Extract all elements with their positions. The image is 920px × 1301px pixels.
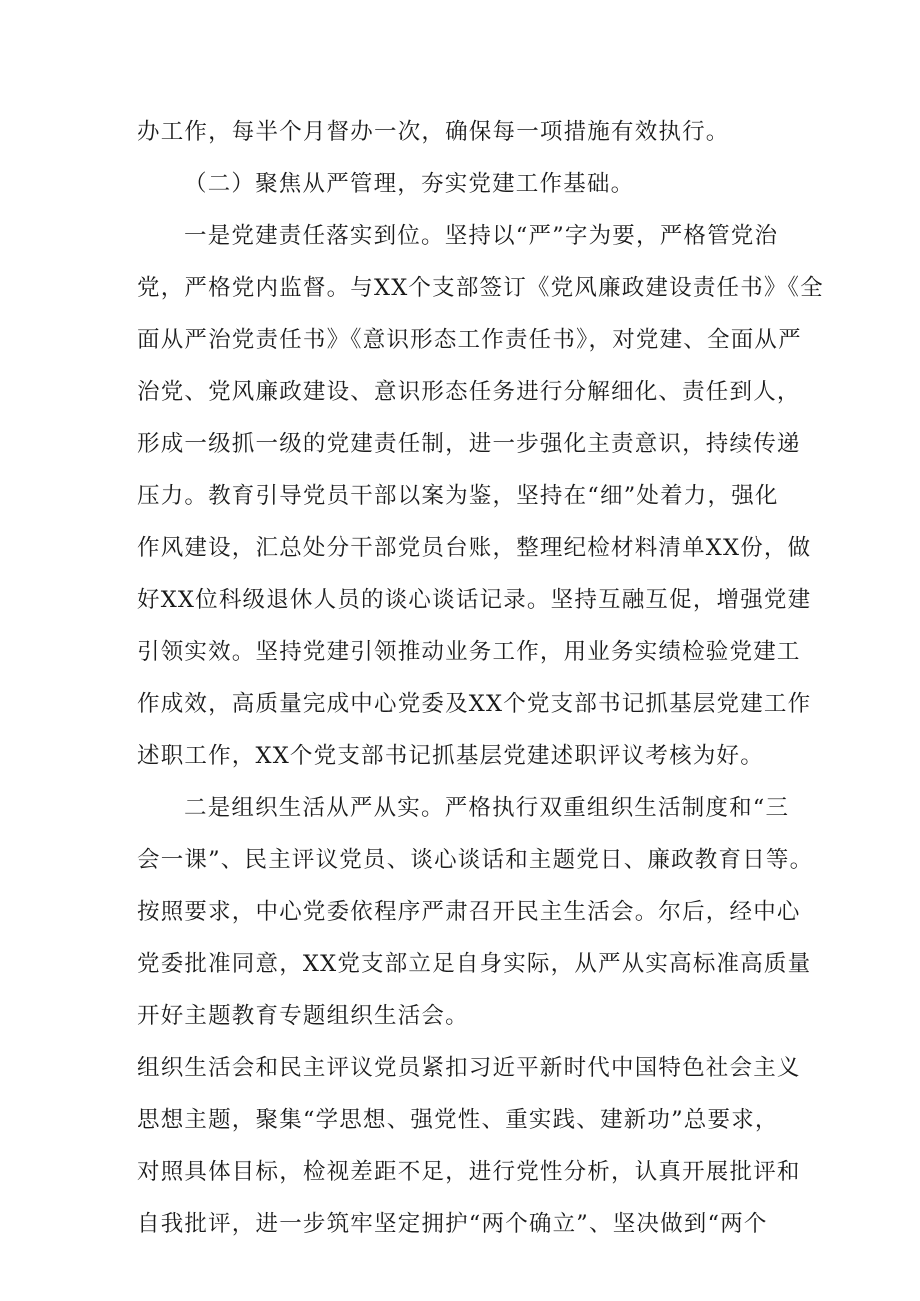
text-line: 治党、党风廉政建设、意识形态任务进行分解细化、责任到人， (137, 379, 801, 405)
text-line: 好XX位科级退休人员的谈心谈话记录。坚持互融互促，增强党建 (137, 587, 812, 613)
text-line: 引领实效。坚持党建引领推动业务工作，用业务实绩检验党建工 (137, 639, 801, 665)
text-line: 述职工作，XX个党支部书记抓基层党建述职评议考核为好。 (137, 743, 764, 769)
text-line: 作成效，高质量完成中心党委及XX个党支部书记抓基层党建工作 (137, 691, 812, 717)
text-line: 组织生活会和民主评议党员紧扣习近平新时代中国特色社会主义 (137, 1055, 801, 1081)
text-line: 会一课”、民主评议党员、谈心谈话和主题党日、廉政教育日等。 (137, 847, 814, 873)
text-line: 对照具体目标，检视差距不足，进行党性分析，认真开展批评和 (137, 1159, 801, 1185)
text-line: 作风建设，汇总处分干部党员台账，整理纪检材料清单XX份，做 (137, 535, 812, 561)
text-line: 开好主题教育专题组织生活会。 (137, 1003, 469, 1029)
text-line: 面从严治党责任书》《意识形态工作责任书》，对党建、全面从严 (137, 327, 802, 353)
text-line: 党委批准同意，XX党支部立足自身实际，从严从实高标准高质量 (137, 951, 812, 977)
text-line: 党，严格党内监督。与XX个支部签订《党风廉政建设责任书》《全 (137, 275, 824, 301)
text-line: 思想主题，聚集“学思想、强党性、重实践、建新功”总要求， (137, 1107, 779, 1133)
text-line: 按照要求，中心党委依程序严肃召开民主生活会。尔后，经中心 (137, 899, 801, 925)
text-line: 办工作，每半个月督办一次，确保每一项措施有效执行。 (137, 119, 730, 145)
text-line: 自我批评，进一步筑牢坚定拥护“两个确立”、坚决做到“两个 (137, 1211, 768, 1237)
section-heading: （二）聚焦从严管理，夯实党建工作基础。 (184, 171, 635, 197)
text-line: 形成一级抓一级的党建责任制，进一步强化主责意识，持续传递 (137, 431, 801, 457)
text-line: 压力。教育引导党员干部以案为鉴，坚持在“细”处着力，强化 (137, 483, 779, 509)
text-line: 一是党建责任落实到位。坚持以“严”字为要，严格管党治 (184, 223, 779, 249)
text-line: 二是组织生活从严从实。严格执行双重组织生活制度和“三 (184, 795, 790, 821)
